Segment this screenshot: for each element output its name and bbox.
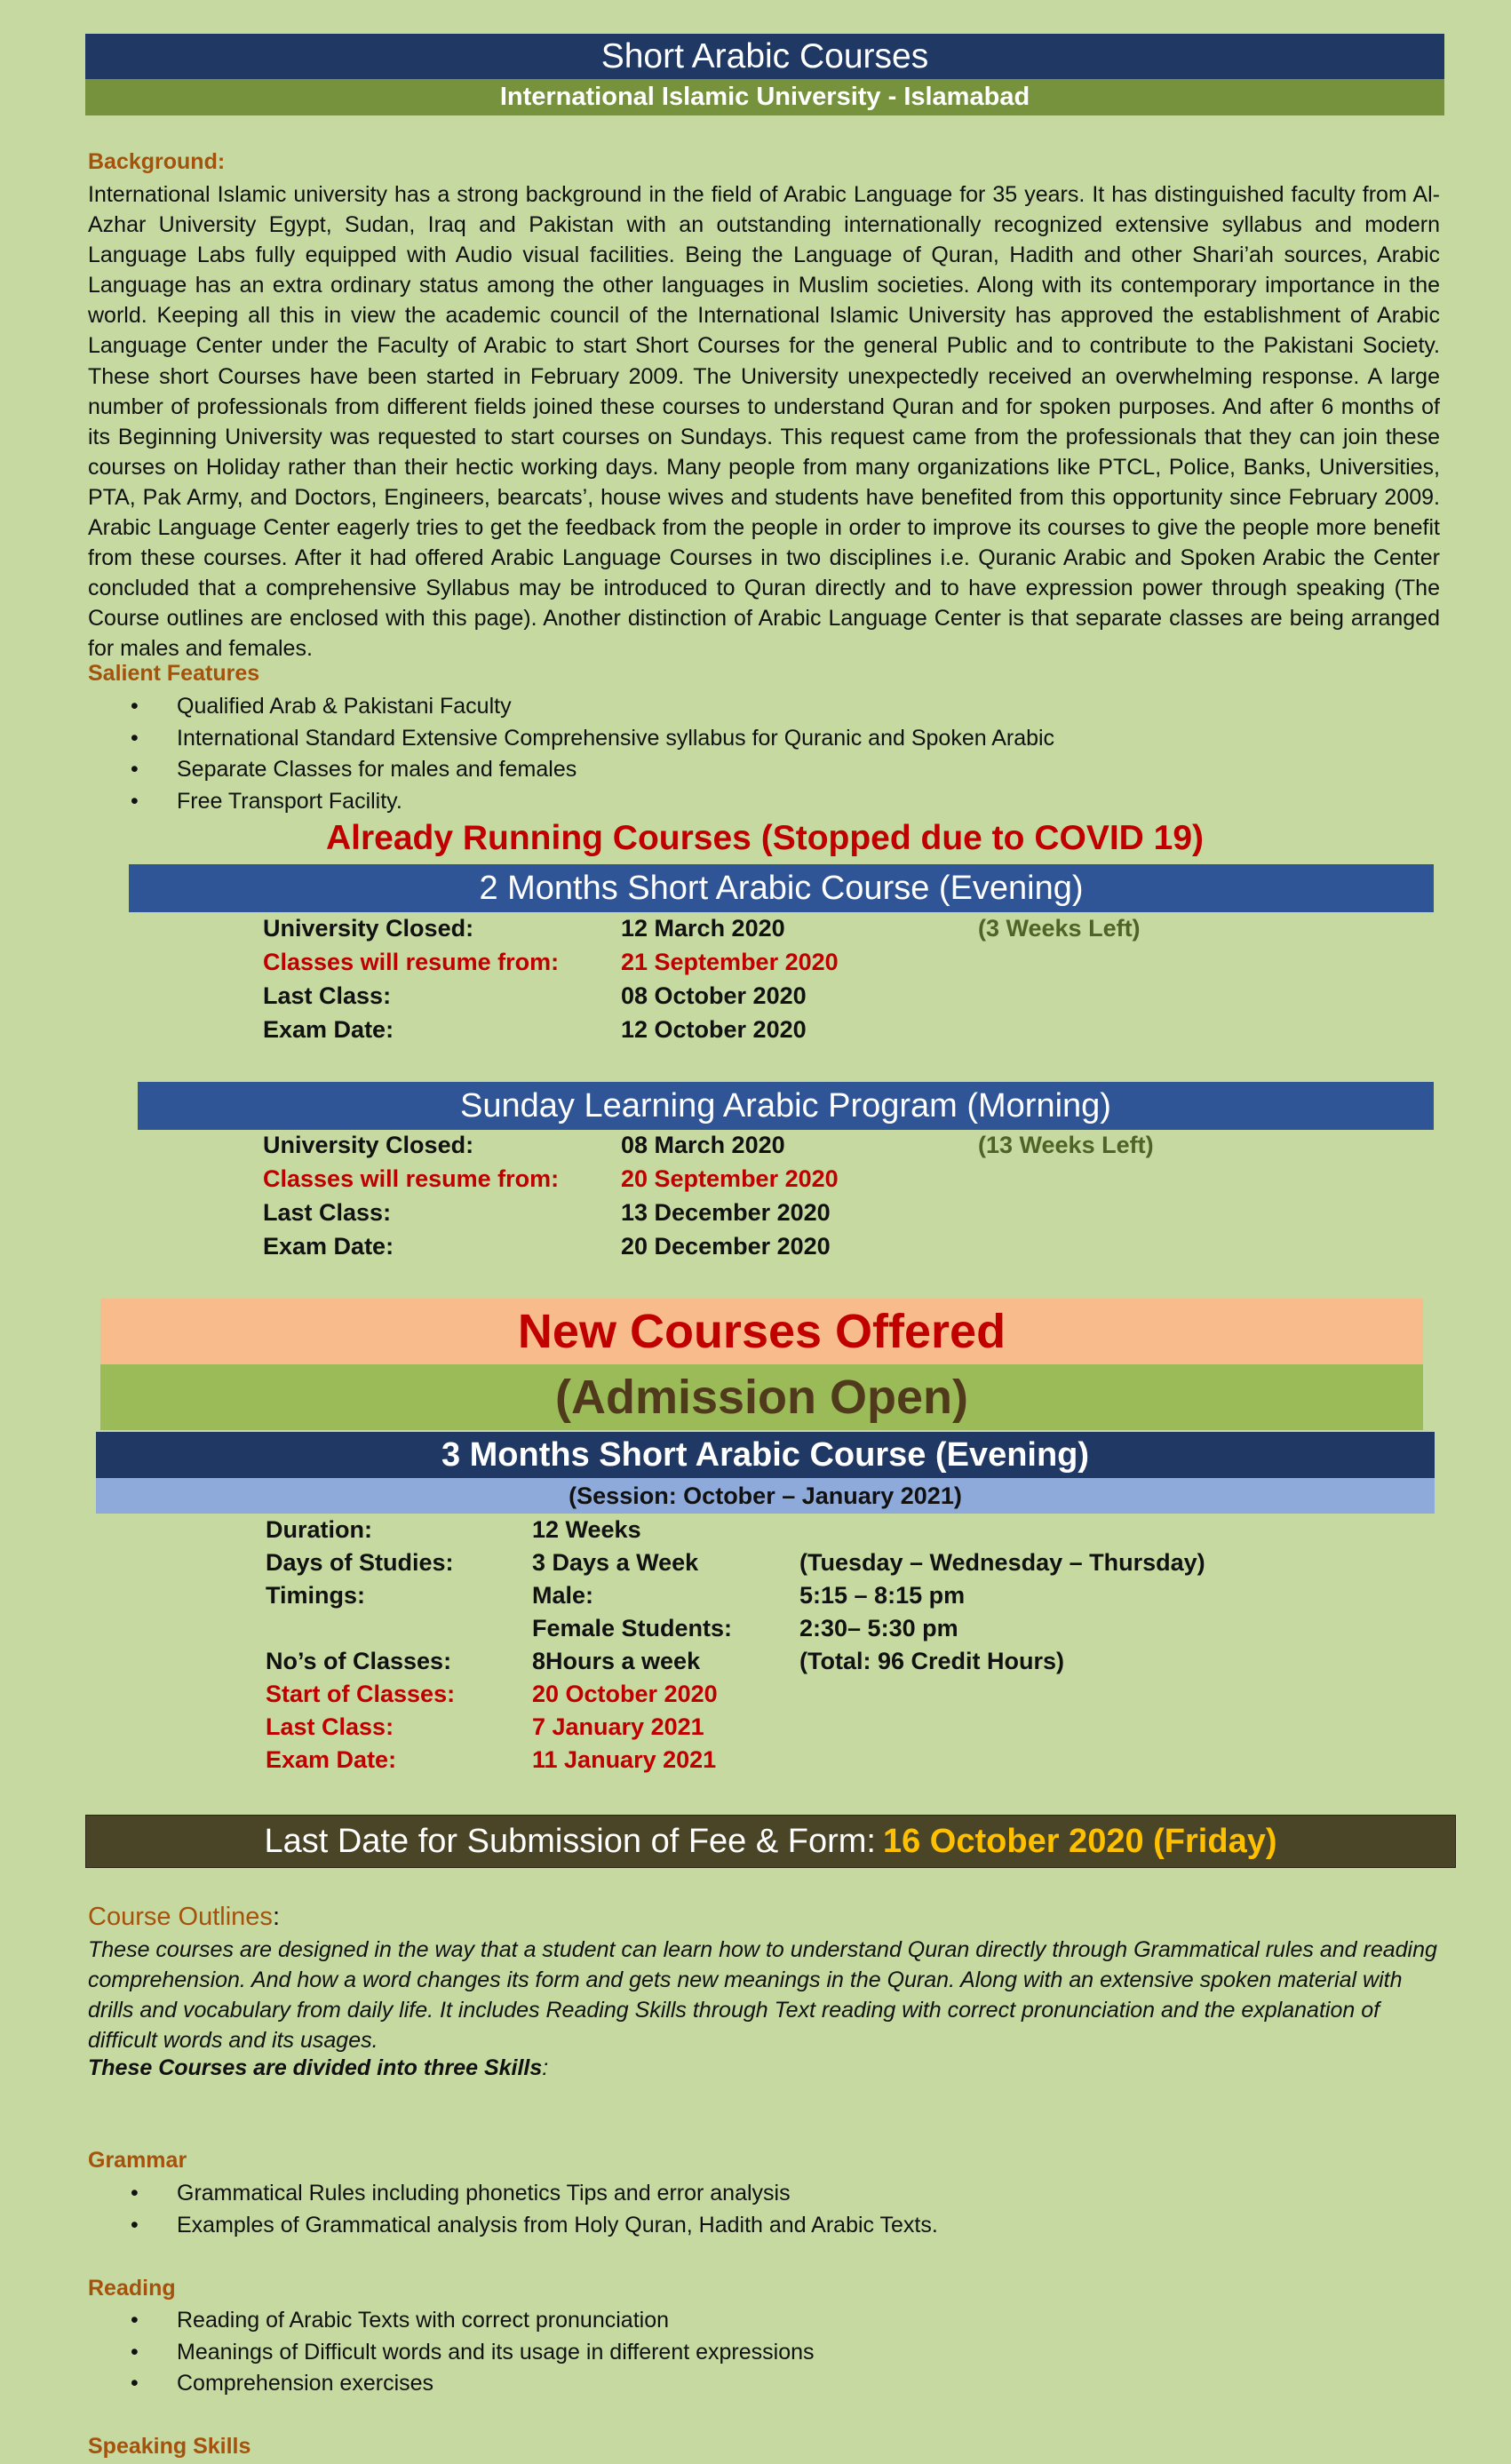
- row-value: 12 Weeks: [532, 1516, 641, 1543]
- course2-row: [0, 1199, 1511, 1233]
- list-item: • Examples of Grammatical analysis from Holy Quran, Hadith and Arabic Texts.: [88, 2210, 1420, 2242]
- course1-row: [0, 915, 1511, 949]
- course-outlines-paragraph: These courses are designed in the way that a student can learn how to understand Quran directly through Grammatical rules and reading comprehension. And how a word changes its form and gets new meanings in the Quran. Along with an extensive spoken material with drills and vocabulary from daily life. It includes Reading Skills through Text reading with correct pronunciation and the explanation of difficult words and its usages.: [88, 1937, 1437, 2054]
- course1-row: [0, 982, 1511, 1016]
- course-outlines-colon: :: [272, 1903, 280, 1931]
- row-extra: (Total: 96 Credit Hours): [799, 1648, 1065, 1674]
- course3-row: [0, 1549, 1511, 1582]
- salient-features-list: [88, 691, 1420, 817]
- row-extra: (Tuesday – Wednesday – Thursday): [799, 1549, 1205, 1576]
- salient-features-heading: Salient Features: [88, 661, 260, 686]
- row-label: Classes will resume from:: [263, 949, 560, 975]
- course-outlines-heading: [88, 1903, 280, 1932]
- course3-row: [0, 1582, 1511, 1615]
- row-value: 13 December 2020: [621, 1199, 831, 1226]
- row-value: 08 March 2020: [621, 1132, 785, 1158]
- row-extra: 5:15 – 8:15 pm: [799, 1582, 966, 1609]
- row-value: 20 December 2020: [621, 1233, 831, 1260]
- list-item: • Free Transport Facility.: [88, 786, 1420, 818]
- background-heading: Background:: [88, 149, 226, 174]
- row-label: Last Class:: [266, 1713, 394, 1740]
- grammar-heading: Grammar: [88, 2148, 187, 2173]
- row-label: University Closed:: [263, 915, 474, 942]
- running-courses-heading: Already Running Courses (Stopped due to COVID 19): [325, 819, 1205, 857]
- row-label: Exam Date:: [263, 1233, 394, 1260]
- list-item: • International Standard Extensive Comprehensive syllabus for Quranic and Spoken Arabic: [88, 723, 1420, 755]
- row-label: Exam Date:: [266, 1746, 397, 1773]
- course2-row: [0, 1165, 1511, 1199]
- course1-title-bar: 2 Months Short Arabic Course (Evening): [129, 864, 1434, 912]
- row-value: 21 September 2020: [621, 949, 839, 975]
- skills-intro-text: These Courses are divided into three Skills: [88, 2055, 543, 2080]
- row-value: 3 Days a Week: [532, 1549, 699, 1576]
- course3-row: [0, 1516, 1511, 1549]
- skills-intro-colon: :: [542, 2055, 549, 2080]
- row-label: Last Class:: [263, 1199, 392, 1226]
- row-label: Duration:: [266, 1516, 372, 1543]
- speaking-skills-heading: Speaking Skills: [88, 2434, 251, 2459]
- row-label: No’s of Classes:: [266, 1648, 452, 1674]
- list-item: • Comprehension exercises: [88, 2368, 1420, 2400]
- course1-row: [0, 949, 1511, 982]
- row-value: 12 March 2020: [621, 915, 785, 942]
- course3-title-bar: 3 Months Short Arabic Course (Evening): [96, 1432, 1435, 1478]
- row-value: 8Hours a week: [532, 1648, 701, 1674]
- background-paragraph: International Islamic university has a strong background in the field of Arabic Language for 35 years. It has distinguished faculty from Al-Azhar University Egypt, Sudan, Iraq and Pakistan with an outstanding internationally recognized extensive syllabus and modern Language Labs fully equipped with Audio visual facilities. Being the Language of Quran, Hadith and other Shari’ah sources, Arabic Language has an extra ordinary status among the other languages in Muslim societies. Along with its contemporary importance in the world. Keeping all this in view the academic council of the International Islamic University has approved the establishment of Arabic Language Center under the Faculty of Arabic to start Short Courses for the general Public and to contribute to the Pakistani Society. These short Courses have been started in February 2009. The University unexpectedly received an overwhelming response. A large number of professionals from different fields joined these courses to understand Quran and for spoken purposes. And after 6 months of its Beginning University was requested to start courses on Sundays. This request came from the professionals that they can join these courses on Holiday rather than their hectic working days. Many people from many organizations like PTCL, Police, Banks, Universities, PTA, Pak Army, and Doctors, Engineers, bearcats’, house wives and students have benefited from this opportunity since February 2009. Arabic Language Center eagerly tries to get the feedback from the people in order to improve its courses to give the people more benefit from these courses. After it had offered Arabic Language Courses in two disciplines i.e. Quranic Arabic and Spoken Arabic the Center concluded that a comprehensive Syllabus may be introduced to Quran directly and to have expression power through speaking (The Course outlines are enclosed with this page). Another distinction of Arabic Language Center is that separate classes are being arranged for males and females.: [88, 182, 1440, 662]
- document-title: Short Arabic Courses: [85, 34, 1444, 79]
- row-extra: 2:30– 5:30 pm: [799, 1615, 958, 1641]
- row-note: (13 Weeks Left): [978, 1132, 1154, 1158]
- course2-row: [0, 1233, 1511, 1267]
- row-label: Start of Classes:: [266, 1681, 456, 1707]
- list-item: • Grammatical Rules including phonetics Tips and error analysis: [88, 2178, 1420, 2210]
- row-note: (3 Weeks Left): [978, 915, 1141, 942]
- list-item: • Qualified Arab & Pakistani Faculty: [88, 691, 1420, 723]
- row-value: 20 September 2020: [621, 1165, 839, 1192]
- deadline-label: Last Date for Submission of Fee & Form:: [264, 1822, 876, 1860]
- course3-row: [0, 1746, 1511, 1779]
- list-item: • Separate Classes for males and females: [88, 754, 1420, 786]
- reading-heading: Reading: [88, 2276, 176, 2301]
- row-label: Exam Date:: [263, 1016, 394, 1043]
- row-label: Days of Studies:: [266, 1549, 454, 1576]
- row-value: 20 October 2020: [532, 1681, 718, 1707]
- row-label: Last Class:: [263, 982, 392, 1009]
- row-value: 11 January 2021: [532, 1746, 717, 1773]
- deadline-date: 16 October 2020 (Friday): [882, 1822, 1277, 1860]
- row-label: Classes will resume from:: [263, 1165, 560, 1192]
- course1-row: [0, 1016, 1511, 1050]
- skills-intro: [88, 2055, 548, 2081]
- course3-row: [0, 1648, 1511, 1681]
- course3-row: [0, 1713, 1511, 1746]
- row-value: 08 October 2020: [621, 982, 807, 1009]
- course-outlines-label: Course Outlines: [88, 1903, 273, 1931]
- course3-row: [0, 1681, 1511, 1713]
- new-courses-banner: New Courses Offered: [100, 1299, 1423, 1364]
- list-item: • Reading of Arabic Texts with correct pronunciation: [88, 2305, 1420, 2337]
- row-value: 12 October 2020: [621, 1016, 807, 1043]
- row-value: Female Students:: [532, 1615, 733, 1641]
- course3-row: [0, 1615, 1511, 1648]
- course2-title-bar: Sunday Learning Arabic Program (Morning): [138, 1082, 1434, 1130]
- row-label: Timings:: [266, 1582, 366, 1609]
- grammar-list: [88, 2178, 1420, 2241]
- row-label: University Closed:: [263, 1132, 474, 1158]
- course2-row: [0, 1132, 1511, 1165]
- course3-session-bar: (Session: October – January 2021): [96, 1478, 1435, 1514]
- row-value: Male:: [532, 1582, 594, 1609]
- admission-open-banner: (Admission Open): [100, 1364, 1423, 1430]
- reading-list: [88, 2305, 1420, 2400]
- document-subtitle: International Islamic University - Islamabad: [85, 79, 1444, 115]
- list-item: • Meanings of Difficult words and its usage in different expressions: [88, 2337, 1420, 2369]
- row-value: 7 January 2021: [532, 1713, 704, 1740]
- deadline-banner: [85, 1815, 1456, 1868]
